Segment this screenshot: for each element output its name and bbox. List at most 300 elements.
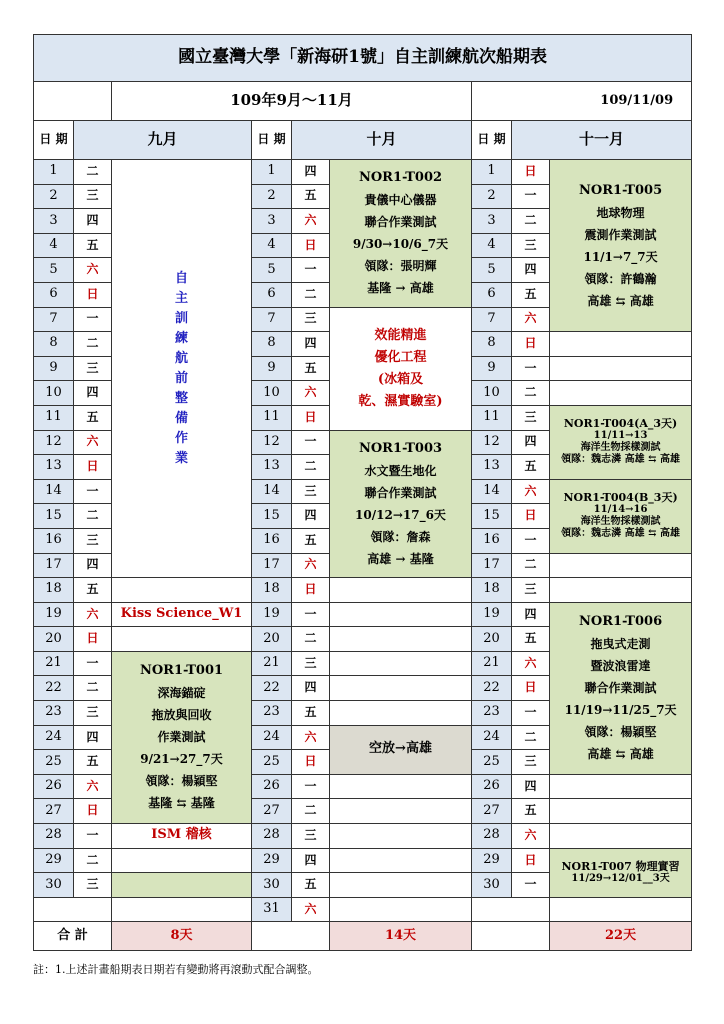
sep-day-number: 24 — [34, 725, 74, 750]
nov-day-number: 10 — [472, 381, 512, 406]
nov-day-number: 18 — [472, 578, 512, 603]
oct-weekday: 一 — [292, 774, 330, 799]
sep-day-number: 29 — [34, 848, 74, 873]
sep-empty-cell — [112, 848, 252, 873]
oct-day-number: 15 — [252, 504, 292, 529]
nov-day-number: 21 — [472, 651, 512, 676]
sep-weekday: 四 — [74, 209, 112, 234]
nov-day-number: 1 — [472, 160, 512, 185]
oct-day-number: 3 — [252, 209, 292, 234]
oct-day-number: 24 — [252, 725, 292, 750]
block-line: 高雄 → 基隆 — [367, 551, 434, 566]
nov-empty-cell — [550, 824, 692, 849]
page-title: 國立臺灣大學「新海研1號」自主訓練航次船期表 — [34, 35, 692, 82]
oct-day-number: 29 — [252, 848, 292, 873]
total-blank-oct — [252, 922, 330, 951]
block-line: 海洋生物採樣測試 — [580, 516, 661, 528]
oct-day-number: 11 — [252, 405, 292, 430]
oct-day-number: 17 — [252, 553, 292, 578]
oct-day-number: 21 — [252, 651, 292, 676]
nov-empty-cell — [550, 381, 692, 406]
sep-day-number: 11 — [34, 405, 74, 430]
nov-day-number: 25 — [472, 750, 512, 775]
nov-weekday: 一 — [512, 701, 550, 726]
nov-day-number: 13 — [472, 455, 512, 480]
sep-day-number: 6 — [34, 282, 74, 307]
block-line: NOR1-T005 — [579, 182, 663, 198]
nov-day-number: 19 — [472, 602, 512, 627]
oct-weekday: 一 — [292, 430, 330, 455]
date-header-nov: 日 期 — [472, 121, 512, 160]
sep-weekday: 三 — [74, 184, 112, 209]
nov-day-number: 8 — [472, 332, 512, 357]
sep-weekday: 五 — [74, 405, 112, 430]
oct-weekday: 六 — [292, 553, 330, 578]
oct-weekday: 二 — [292, 799, 330, 824]
sep-day-number: 30 — [34, 873, 74, 898]
nov-weekday: 一 — [512, 873, 550, 898]
oct-weekday: 五 — [292, 184, 330, 209]
oct-day-number: 25 — [252, 750, 292, 775]
block-line: 高雄 ⇆ 高雄 — [587, 293, 654, 308]
oct-empty-cell — [330, 848, 472, 873]
sep-blank — [34, 897, 112, 922]
block-line: 領隊：魏志潾 高雄 ⇆ 高雄 — [561, 454, 680, 466]
oct-empty-cell — [330, 627, 472, 652]
nov-day-number: 24 — [472, 725, 512, 750]
oct-weekday: 四 — [292, 676, 330, 701]
sep-day-number: 2 — [34, 184, 74, 209]
sep-day-number: 12 — [34, 430, 74, 455]
sep-blank — [112, 897, 252, 922]
sep-day-number: 16 — [34, 528, 74, 553]
oct-day-number: 27 — [252, 799, 292, 824]
oct-empty-cell — [330, 602, 472, 627]
oct-day-number: 13 — [252, 455, 292, 480]
oct-weekday: 四 — [292, 160, 330, 185]
block-line: 領隊：魏志潾 高雄 ⇆ 高雄 — [561, 528, 680, 540]
schedule-sheet — [33, 34, 691, 977]
oct-weekday: 日 — [292, 578, 330, 603]
prep-char: 練 — [174, 330, 188, 346]
nov-day-number: 6 — [472, 282, 512, 307]
prep-char: 航 — [174, 350, 188, 366]
oct-weekday: 二 — [292, 455, 330, 480]
oct-day-number: 6 — [252, 282, 292, 307]
oct-empty-transit-block: 空放→高雄 — [330, 725, 472, 774]
prep-char: 前 — [174, 370, 188, 386]
oct-weekday: 日 — [292, 750, 330, 775]
oct-weekday: 日 — [292, 233, 330, 258]
sep-day-number: 13 — [34, 455, 74, 480]
nov-empty-cell — [550, 799, 692, 824]
block-line: 水文暨生地化 — [364, 463, 437, 478]
oct-weekday: 一 — [292, 602, 330, 627]
block-line: 9/21→27_7天 — [140, 752, 223, 767]
sep-weekday: 一 — [74, 479, 112, 504]
sep-day-number: 21 — [34, 651, 74, 676]
block-line: 領隊：張明輝 — [364, 259, 437, 274]
nov-weekday: 一 — [512, 184, 550, 209]
nov-weekday: 日 — [512, 504, 550, 529]
oct-day-number: 20 — [252, 627, 292, 652]
oct-weekday: 六 — [292, 209, 330, 234]
sep-weekday: 二 — [74, 676, 112, 701]
nov-weekday: 二 — [512, 725, 550, 750]
date-header-oct: 日 期 — [252, 121, 292, 160]
day-row — [34, 602, 692, 627]
day-row — [34, 160, 692, 185]
prep-char: 備 — [174, 410, 188, 426]
sep-weekday: 二 — [74, 504, 112, 529]
nov-weekday: 日 — [512, 160, 550, 185]
oct-weekday: 日 — [292, 405, 330, 430]
nov-day-number: 20 — [472, 627, 512, 652]
oct-weekday: 五 — [292, 528, 330, 553]
nov-weekday: 日 — [512, 332, 550, 357]
prep-char: 主 — [174, 290, 188, 306]
nov-weekday: 三 — [512, 405, 550, 430]
sep-weekday: 二 — [74, 848, 112, 873]
nov-weekday: 五 — [512, 455, 550, 480]
block-line: 高雄 ⇆ 高雄 — [587, 747, 654, 762]
prep-char: 作 — [174, 430, 188, 446]
sep-weekday: 三 — [74, 873, 112, 898]
oct-weekday: 六 — [292, 897, 330, 922]
block-line: NOR1-T007 物理實習 — [561, 859, 680, 873]
nov-weekday: 一 — [512, 528, 550, 553]
day-row — [34, 922, 692, 951]
nov-day-number: 17 — [472, 553, 512, 578]
block-line: 11/11→13 — [593, 430, 648, 442]
sep-weekday: 二 — [74, 160, 112, 185]
nov-weekday: 二 — [512, 381, 550, 406]
nov-weekday: 二 — [512, 553, 550, 578]
sep-day-number: 4 — [34, 233, 74, 258]
sep-weekday: 日 — [74, 799, 112, 824]
block-line: 乾、濕實驗室) — [358, 393, 443, 409]
block-line: 基隆 ⇆ 基隆 — [148, 796, 215, 811]
block-line: 領隊：詹森 — [370, 529, 431, 544]
block-line: 基隆 → 高雄 — [367, 281, 434, 296]
oct-day-number: 8 — [252, 332, 292, 357]
oct-weekday: 三 — [292, 824, 330, 849]
nov-weekday: 六 — [512, 479, 550, 504]
oct-day-number: 31 — [252, 897, 292, 922]
oct-weekday: 五 — [292, 701, 330, 726]
sep-weekday: 四 — [74, 725, 112, 750]
oct-weekday: 三 — [292, 651, 330, 676]
oct-day-number: 22 — [252, 676, 292, 701]
prep-char: 訓 — [174, 310, 188, 326]
sep-day-number: 14 — [34, 479, 74, 504]
month-header-sep: 九月 — [74, 121, 252, 160]
oct-weekday: 三 — [292, 307, 330, 332]
total-nov: 22天 — [550, 922, 692, 951]
nov-weekday: 六 — [512, 307, 550, 332]
oct-weekday: 四 — [292, 332, 330, 357]
oct-weekday: 六 — [292, 381, 330, 406]
block-line: NOR1-T006 — [579, 614, 663, 630]
oct-weekday: 二 — [292, 627, 330, 652]
sep-day-number: 19 — [34, 602, 74, 627]
nov-day-number: 23 — [472, 701, 512, 726]
block-line: 海洋生物採樣測試 — [580, 442, 661, 454]
oct-empty-cell — [330, 774, 472, 799]
oct-empty-cell — [330, 701, 472, 726]
nov-weekday: 二 — [512, 209, 550, 234]
oct-day-number: 18 — [252, 578, 292, 603]
nov-weekday: 四 — [512, 602, 550, 627]
oct-day-number: 14 — [252, 479, 292, 504]
nov-day-number: 11 — [472, 405, 512, 430]
sep-weekday: 四 — [74, 381, 112, 406]
sep-day-number: 20 — [34, 627, 74, 652]
oct-day-number: 2 — [252, 184, 292, 209]
oct-t002-block — [330, 160, 472, 308]
sep-t001-block — [112, 651, 252, 823]
block-line: 9/30→10/6_7天 — [352, 237, 449, 252]
nov-t005-block — [550, 160, 692, 332]
day-row — [34, 897, 692, 922]
block-line: 地球物理 — [596, 205, 645, 220]
sep-weekday: 三 — [74, 701, 112, 726]
day-row — [34, 848, 692, 873]
month-header-oct: 十月 — [292, 121, 472, 160]
day-row — [34, 578, 692, 603]
sep-weekday: 四 — [74, 553, 112, 578]
nov-day-number: 22 — [472, 676, 512, 701]
nov-day-number: 12 — [472, 430, 512, 455]
oct-weekday: 二 — [292, 282, 330, 307]
nov-empty-cell — [550, 332, 692, 357]
oct-day-number: 28 — [252, 824, 292, 849]
nov-day-number: 27 — [472, 799, 512, 824]
block-line: 11/14→16 — [593, 504, 648, 516]
oct-weekday: 五 — [292, 356, 330, 381]
prep-char: 業 — [174, 450, 188, 466]
sep-weekday: 二 — [74, 332, 112, 357]
oct-day-number: 5 — [252, 258, 292, 283]
block-line: NOR1-T001 — [139, 663, 224, 679]
sep-day-number: 5 — [34, 258, 74, 283]
prep-char: 整 — [174, 390, 188, 406]
nov-day-number: 5 — [472, 258, 512, 283]
sep-weekday: 五 — [74, 233, 112, 258]
oct-empty-cell — [330, 651, 472, 676]
block-line: NOR1-T004(B_3天) — [563, 491, 678, 505]
nov-empty-cell — [550, 774, 692, 799]
nov-t004a-block — [550, 405, 692, 479]
oct-day-number: 10 — [252, 381, 292, 406]
sep-day-number: 15 — [34, 504, 74, 529]
oct-weekday: 六 — [292, 725, 330, 750]
nov-weekday: 四 — [512, 774, 550, 799]
block-line: 貴儀中心儀器 — [364, 193, 437, 208]
nov-day-number: 28 — [472, 824, 512, 849]
nov-weekday: 日 — [512, 676, 550, 701]
sep-day-number: 18 — [34, 578, 74, 603]
block-line: 聯合作業測試 — [584, 681, 657, 696]
block-line: NOR1-T002 — [358, 170, 443, 186]
sep-prep-block — [112, 160, 252, 578]
sep-day-number: 10 — [34, 381, 74, 406]
sep-day-number: 7 — [34, 307, 74, 332]
nov-blank — [550, 897, 692, 922]
oct-weekday: 五 — [292, 873, 330, 898]
oct-empty-cell — [330, 824, 472, 849]
nov-weekday: 日 — [512, 848, 550, 873]
sep-day-number: 1 — [34, 160, 74, 185]
nov-weekday: 六 — [512, 824, 550, 849]
block-line: 暨波浪雷達 — [590, 659, 651, 674]
sep-empty-cell — [112, 578, 252, 603]
sep-weekday: 三 — [74, 356, 112, 381]
oct-day-number: 23 — [252, 701, 292, 726]
sep-weekday: 日 — [74, 282, 112, 307]
nov-blank — [472, 897, 550, 922]
nov-day-number: 26 — [472, 774, 512, 799]
date-header-sep: 日 期 — [34, 121, 74, 160]
block-line: 聯合作業測試 — [364, 215, 437, 230]
sep-weekday: 六 — [74, 774, 112, 799]
nov-day-number: 29 — [472, 848, 512, 873]
sep-day-number: 8 — [34, 332, 74, 357]
nov-day-number: 14 — [472, 479, 512, 504]
block-line: 領隊：楊穎堅 — [145, 774, 218, 789]
oct-empty-cell — [330, 799, 472, 824]
sep-green-cell — [112, 873, 252, 898]
block-line: 11/19→11/25_7天 — [564, 703, 677, 718]
oct-day-number: 1 — [252, 160, 292, 185]
nov-t006-block — [550, 602, 692, 774]
oct-day-number: 7 — [252, 307, 292, 332]
block-line: 11/29→12/01__3天 — [571, 872, 670, 884]
nov-day-number: 30 — [472, 873, 512, 898]
schedule-table — [33, 34, 692, 951]
oct-empty-cell — [330, 873, 472, 898]
oct-empty-cell — [330, 578, 472, 603]
block-line: 拖放與回收 — [151, 708, 212, 723]
oct-day-number: 19 — [252, 602, 292, 627]
block-line: 10/12→17_6天 — [355, 507, 446, 522]
nov-weekday: 五 — [512, 282, 550, 307]
nov-day-number: 9 — [472, 356, 512, 381]
block-line: 震測作業測試 — [584, 227, 657, 242]
sep-weekday: 三 — [74, 528, 112, 553]
day-row — [34, 824, 692, 849]
sep-day-number: 28 — [34, 824, 74, 849]
block-line: 11/1→7_7天 — [583, 249, 658, 264]
nov-weekday: 五 — [512, 627, 550, 652]
nov-day-number: 3 — [472, 209, 512, 234]
sep-day-number: 23 — [34, 701, 74, 726]
date-range: 109年9月～11月 — [112, 82, 472, 121]
sep-weekday: 五 — [74, 750, 112, 775]
total-blank-nov — [472, 922, 550, 951]
sep-day-number: 27 — [34, 799, 74, 824]
oct-weekday: 三 — [292, 479, 330, 504]
nov-weekday: 一 — [512, 356, 550, 381]
nov-day-number: 2 — [472, 184, 512, 209]
nov-weekday: 四 — [512, 430, 550, 455]
print-date: 109/11/09 — [472, 82, 692, 121]
nov-day-number: 16 — [472, 528, 512, 553]
sep-day-number: 25 — [34, 750, 74, 775]
nov-weekday: 三 — [512, 750, 550, 775]
sep-weekday: 日 — [74, 627, 112, 652]
oct-empty-cell — [330, 897, 472, 922]
nov-empty-cell — [550, 356, 692, 381]
block-line: NOR1-T004(A_3天) — [563, 417, 678, 431]
block-line: NOR1-T003 — [358, 440, 443, 456]
sep-weekday: 日 — [74, 455, 112, 480]
total-sep: 8天 — [112, 922, 252, 951]
oct-day-number: 12 — [252, 430, 292, 455]
sep-weekday: 一 — [74, 307, 112, 332]
sep-day-number: 26 — [34, 774, 74, 799]
sep-weekday: 六 — [74, 430, 112, 455]
oct-day-number: 30 — [252, 873, 292, 898]
block-line: 領隊：楊穎堅 — [584, 725, 657, 740]
oct-efficiency-block — [330, 307, 472, 430]
block-line: 作業測試 — [157, 730, 206, 745]
footnote: 註：1.上述計畫船期表日期若有變動將再滾動式配合調整。 — [33, 963, 319, 977]
nov-t007-block — [550, 848, 692, 897]
block-line: 拖曳式走測 — [590, 637, 651, 652]
kiss-science-block: Kiss Science_W1 — [112, 602, 252, 627]
block-line: (冰箱及 — [377, 371, 424, 387]
total-oct: 14天 — [330, 922, 472, 951]
prep-char: 自 — [174, 270, 188, 286]
sep-day-number: 22 — [34, 676, 74, 701]
oct-weekday: 四 — [292, 504, 330, 529]
oct-day-number: 16 — [252, 528, 292, 553]
sep-empty-cell — [112, 627, 252, 652]
nov-weekday: 三 — [512, 578, 550, 603]
sep-weekday: 六 — [74, 258, 112, 283]
block-line: 深海錨碇 — [157, 686, 206, 701]
oct-weekday: 四 — [292, 848, 330, 873]
nov-weekday: 三 — [512, 233, 550, 258]
nov-day-number: 4 — [472, 233, 512, 258]
sep-weekday: 一 — [74, 651, 112, 676]
sep-day-number: 3 — [34, 209, 74, 234]
oct-day-number: 9 — [252, 356, 292, 381]
nov-t004b-block — [550, 479, 692, 553]
total-label: 合 計 — [34, 922, 112, 951]
oct-day-number: 4 — [252, 233, 292, 258]
ism-audit-block: ISM 稽核 — [112, 824, 252, 849]
nov-weekday: 五 — [512, 799, 550, 824]
block-line: 效能精進 — [374, 327, 427, 343]
nov-empty-cell — [550, 578, 692, 603]
sep-day-number: 17 — [34, 553, 74, 578]
nov-day-number: 15 — [472, 504, 512, 529]
nov-empty-cell — [550, 553, 692, 578]
nov-weekday: 六 — [512, 651, 550, 676]
nov-weekday: 四 — [512, 258, 550, 283]
month-header-nov: 十一月 — [512, 121, 692, 160]
block-line: 優化工程 — [374, 349, 427, 365]
oct-weekday: 一 — [292, 258, 330, 283]
oct-day-number: 26 — [252, 774, 292, 799]
sep-weekday: 一 — [74, 824, 112, 849]
nov-day-number: 7 — [472, 307, 512, 332]
block-line: 領隊：許鶴瀚 — [584, 271, 657, 286]
block-line: 聯合作業測試 — [364, 485, 437, 500]
oct-empty-cell — [330, 676, 472, 701]
